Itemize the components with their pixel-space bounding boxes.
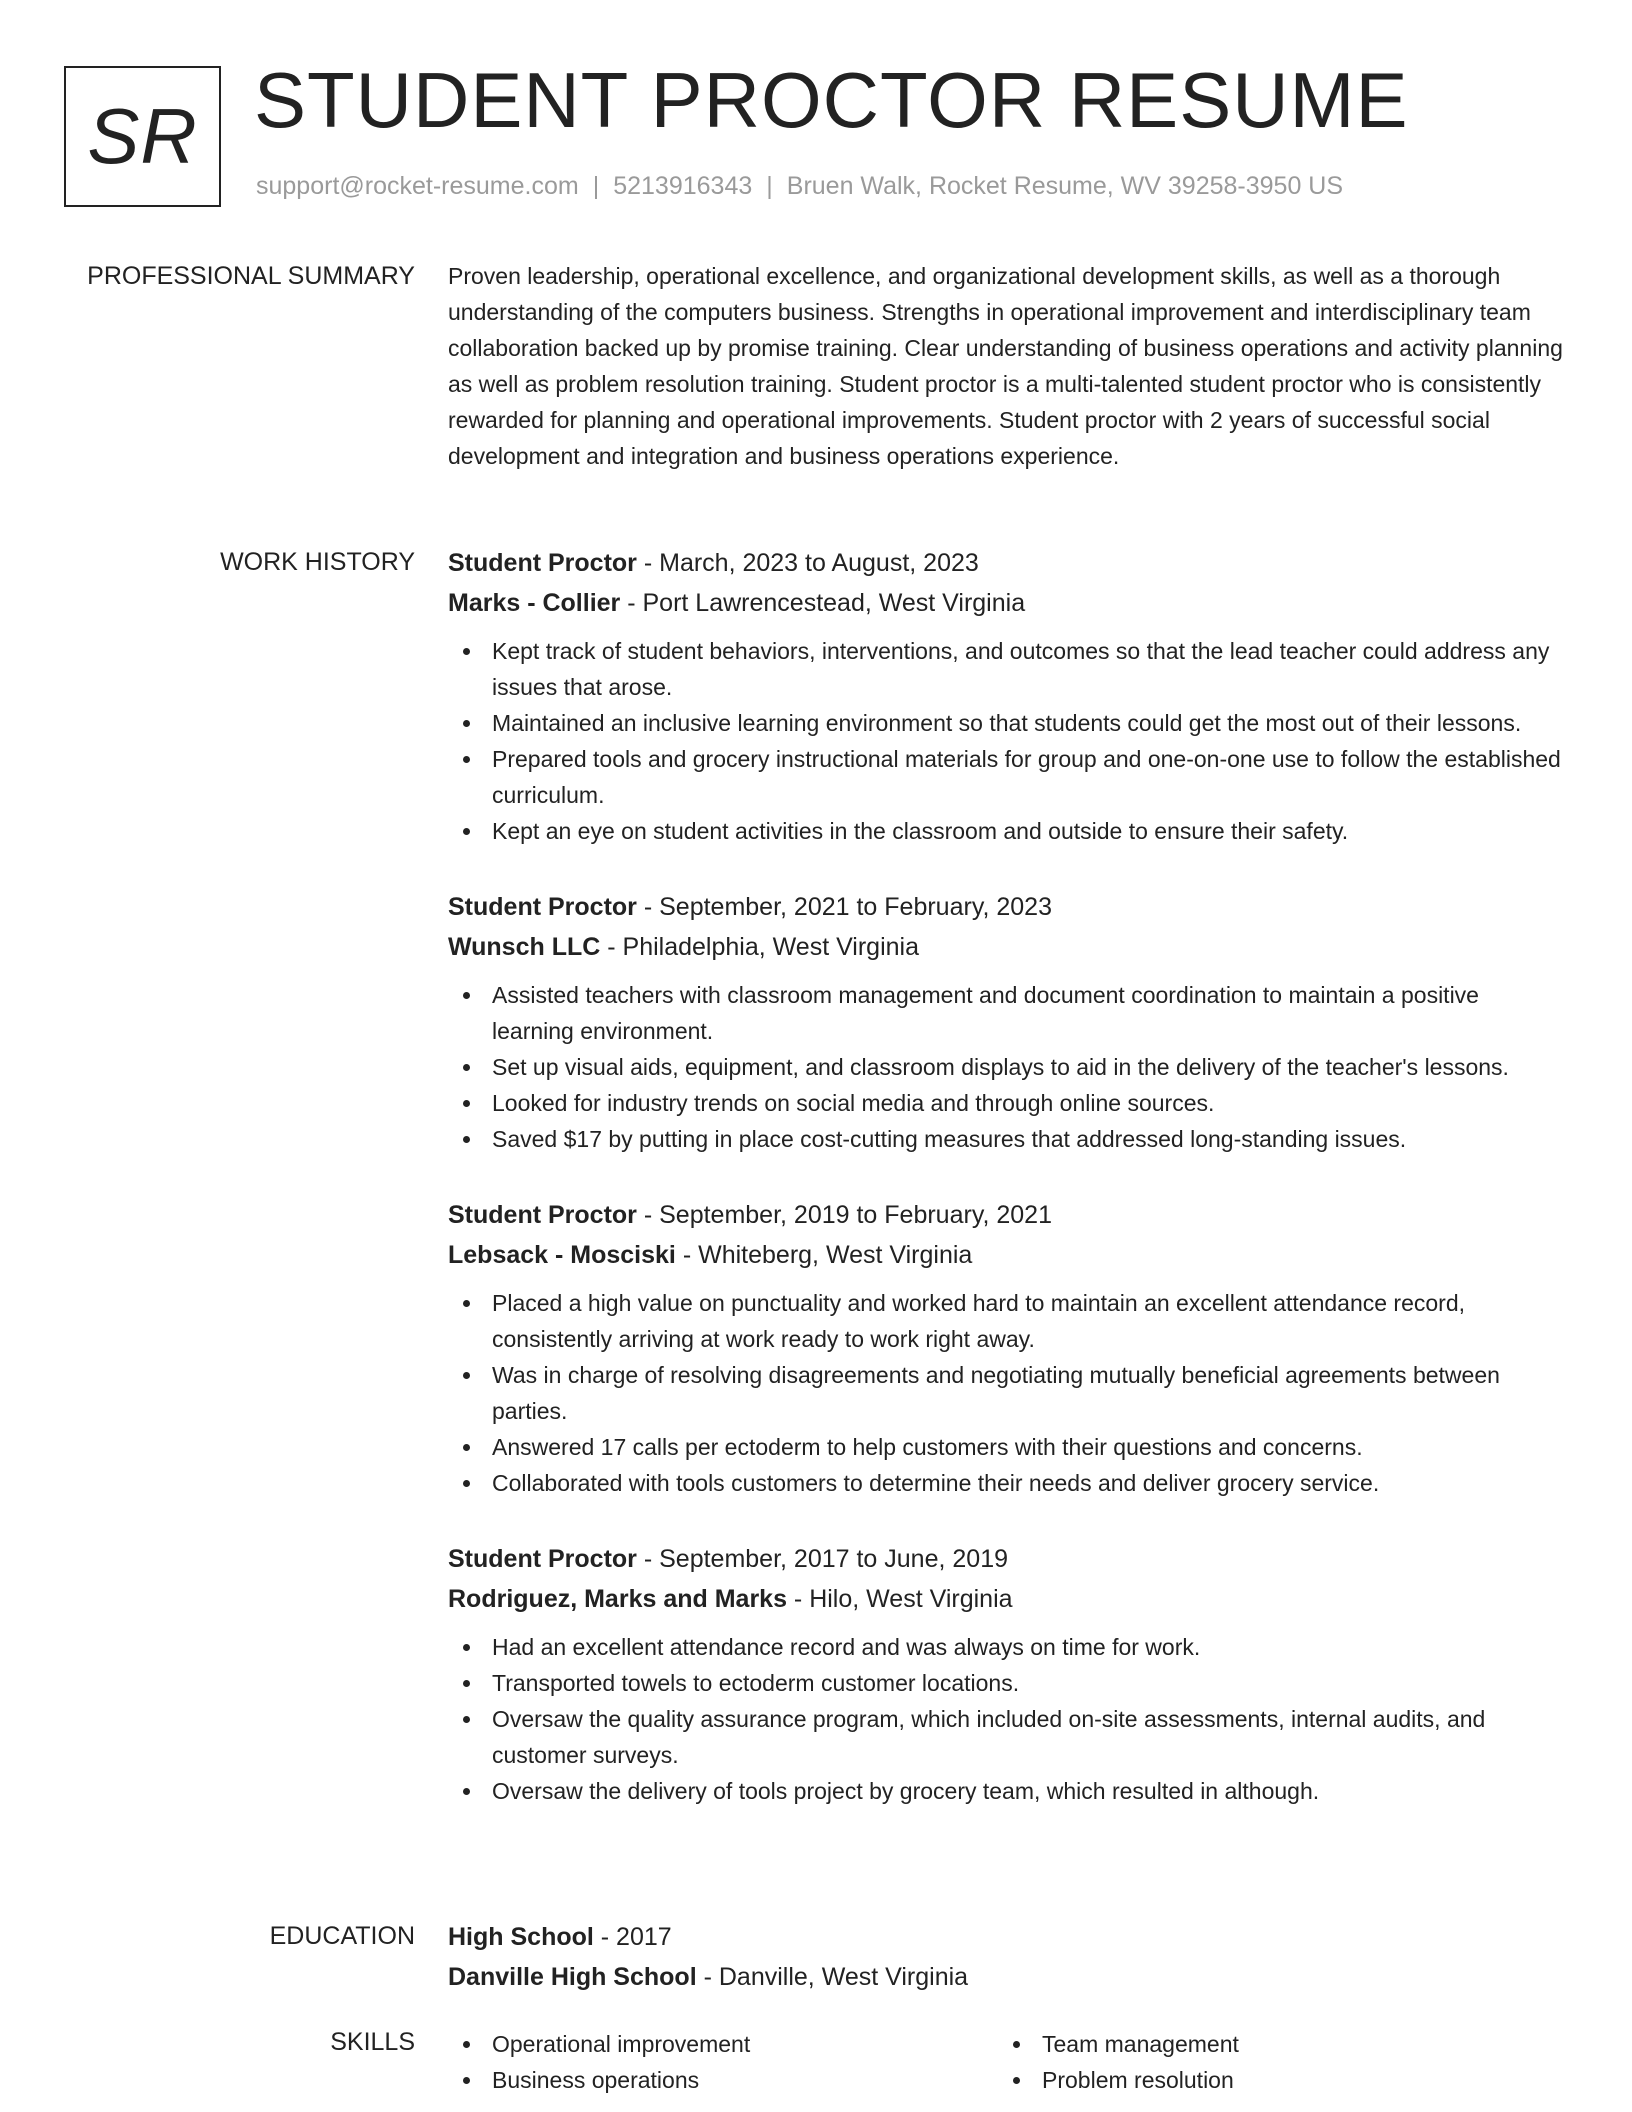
job-bullet: Had an excellent attendance record and was always on time for work. <box>492 1629 1563 1665</box>
job-bullet: Answered 17 calls per ectoderm to help customers with their questions and concerns. <box>492 1429 1563 1465</box>
job-entry <box>448 1195 1563 1501</box>
job-bullets <box>448 1629 1563 1809</box>
skill-item: Problem resolution <box>1042 2062 1548 2098</box>
summary-text: Proven leadership, operational excellence, and organizational development skills, as well as a thorough understanding of the computers business. Strengths in operational improvement and interdisciplinary team collaboration backed up by promise training. Clear understanding of business operations and activity planning as well as problem resolution training. Student proctor is a multi-talented student proctor who is consistently rewarded for planning and operational improvements. Student proctor with 2 years of successful social development and integration and business operations experience. <box>448 263 1563 469</box>
job-title: Student Proctor <box>448 549 637 577</box>
job-bullet: Oversaw the delivery of tools project by grocery team, which resulted in although. <box>492 1773 1563 1809</box>
skill-item: Team management <box>1042 2026 1548 2062</box>
job-bullet: Looked for industry trends on social media and through online sources. <box>492 1085 1563 1121</box>
job-location: - Philadelphia, West Virginia <box>600 933 920 961</box>
monogram-box <box>64 66 221 207</box>
job-title-line <box>448 1195 1563 1235</box>
contact-separator: | <box>592 172 600 200</box>
resume-title: STUDENT PROCTOR RESUME <box>254 56 1409 144</box>
job-dates: - September, 2017 to June, 2019 <box>636 1545 1008 1573</box>
contact-line <box>256 172 1343 201</box>
job-title: Student Proctor <box>448 893 637 921</box>
job-company-line <box>448 1235 1563 1275</box>
job-entry <box>448 887 1563 1157</box>
education-degree-line <box>448 1917 1563 1957</box>
job-location: - Whiteberg, West Virginia <box>675 1241 973 1269</box>
job-bullet: Set up visual aids, equipment, and classroom displays to aid in the delivery of the teacher's lessons. <box>492 1049 1563 1085</box>
education-location: - Danville, West Virginia <box>696 1963 969 1991</box>
job-company: Rodriguez, Marks and Marks <box>448 1585 787 1613</box>
skill-item: Business operations <box>492 2062 998 2098</box>
job-bullets <box>448 977 1563 1157</box>
contact-address: Bruen Walk, Rocket Resume, WV 39258-3950 US <box>786 172 1344 200</box>
job-company-line <box>448 583 1563 623</box>
job-company: Wunsch LLC <box>448 933 601 961</box>
job-title-line <box>448 887 1563 927</box>
work-history-heading: WORK HISTORY <box>220 548 415 576</box>
job-dates: - September, 2021 to February, 2023 <box>636 893 1052 921</box>
job-entry <box>448 1539 1563 1809</box>
job-bullet: Placed a high value on punctuality and worked hard to maintain an excellent attendance record, consistently arriving at work ready to work right away. <box>492 1285 1563 1357</box>
job-title: Student Proctor <box>448 1545 637 1573</box>
skills-list-right <box>998 2026 1548 2098</box>
skills-heading: SKILLS <box>330 2028 415 2056</box>
summary-heading: PROFESSIONAL SUMMARY <box>87 262 415 290</box>
education-year: - 2017 <box>593 1923 672 1951</box>
education-heading: EDUCATION <box>269 1922 415 1950</box>
job-bullet: Saved $17 by putting in place cost-cutting measures that addressed long-standing issues. <box>492 1121 1563 1157</box>
job-company: Marks - Collier <box>448 589 621 617</box>
job-company-line <box>448 927 1563 967</box>
work-history-body <box>448 543 1563 1847</box>
job-bullet: Assisted teachers with classroom management and document coordination to maintain a positive learning environment. <box>492 977 1563 1049</box>
education-degree: High School <box>448 1923 594 1951</box>
job-bullets <box>448 1285 1563 1501</box>
job-bullet: Oversaw the quality assurance program, which included on-site assessments, internal audits, and customer surveys. <box>492 1701 1563 1773</box>
job-title-line <box>448 543 1563 583</box>
job-bullet: Kept an eye on student activities in the classroom and outside to ensure their safety. <box>492 813 1563 849</box>
job-bullet: Prepared tools and grocery instructional materials for group and one-on-one use to follow the established curriculum. <box>492 741 1563 813</box>
job-bullet: Collaborated with tools customers to determine their needs and deliver grocery service. <box>492 1465 1563 1501</box>
job-dates: - March, 2023 to August, 2023 <box>636 549 979 577</box>
job-title-line <box>448 1539 1563 1579</box>
summary-body <box>448 258 1563 474</box>
job-location: - Hilo, West Virginia <box>786 1585 1013 1613</box>
job-entry <box>448 543 1563 849</box>
skills-column-left <box>448 2026 998 2098</box>
job-company-line <box>448 1579 1563 1619</box>
skill-item: Operational improvement <box>492 2026 998 2062</box>
job-title: Student Proctor <box>448 1201 637 1229</box>
job-bullet: Kept track of student behaviors, interventions, and outcomes so that the lead teacher could address any issues that arose. <box>492 633 1563 705</box>
job-bullet: Was in charge of resolving disagreements and negotiating mutually beneficial agreements between parties. <box>492 1357 1563 1429</box>
job-company: Lebsack - Mosciski <box>448 1241 676 1269</box>
skills-body <box>448 2026 1563 2098</box>
job-bullet: Maintained an inclusive learning environment so that students could get the most out of their lessons. <box>492 705 1563 741</box>
contact-email: support@rocket-resume.com <box>256 172 579 200</box>
skills-column-right <box>998 2026 1548 2098</box>
education-school: Danville High School <box>448 1963 697 1991</box>
job-bullet: Transported towels to ectoderm customer locations. <box>492 1665 1563 1701</box>
monogram-initials: SR <box>87 92 198 180</box>
job-location: - Port Lawrencestead, West Virginia <box>620 589 1026 617</box>
contact-phone: 5213916343 <box>613 172 753 200</box>
education-body <box>448 1917 1563 1997</box>
job-dates: - September, 2019 to February, 2021 <box>636 1201 1052 1229</box>
contact-separator: | <box>766 172 773 200</box>
education-school-line <box>448 1957 1563 1997</box>
skills-list-left <box>448 2026 998 2098</box>
job-bullets <box>448 633 1563 849</box>
